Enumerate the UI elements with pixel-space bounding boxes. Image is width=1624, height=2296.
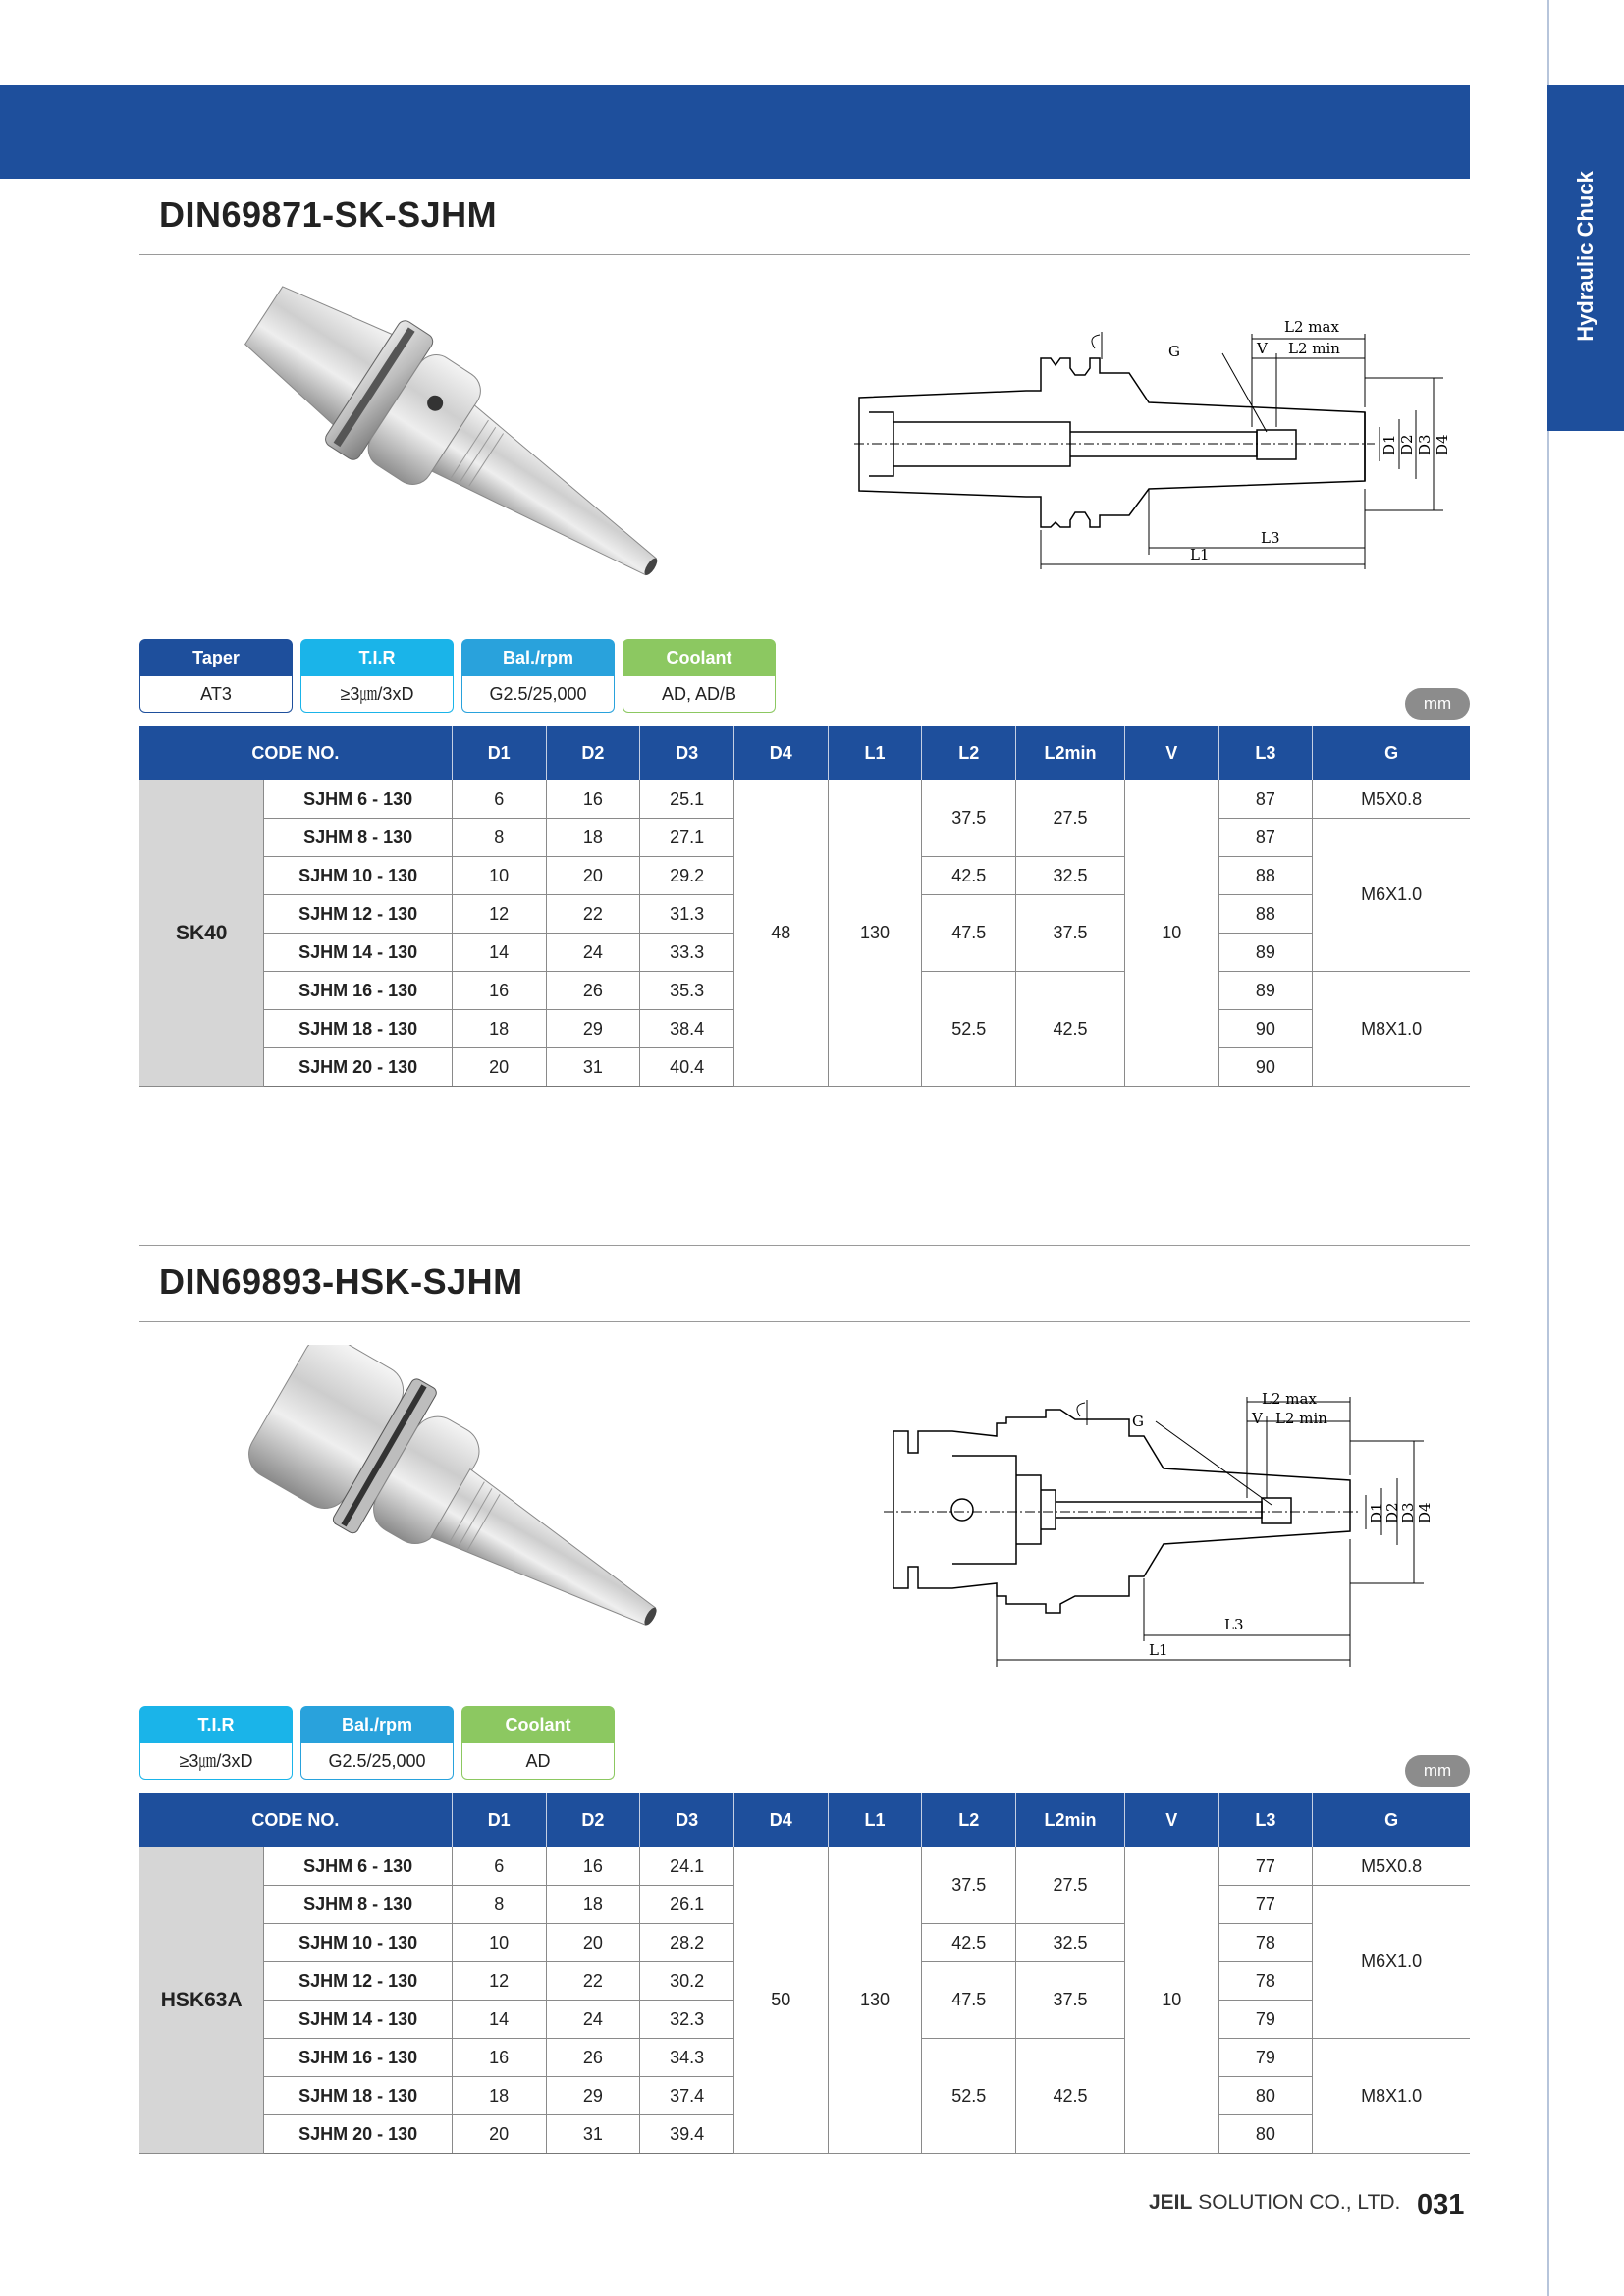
product-image-hsk xyxy=(216,1345,707,1679)
drawing-label-g: G xyxy=(1132,1413,1144,1430)
l2min-cell: 37.5 xyxy=(1016,895,1125,972)
spec-tir-label: T.I.R xyxy=(139,1706,293,1743)
drawing-label-d4: D4 xyxy=(1434,434,1451,455)
l3-cell: 78 xyxy=(1218,1962,1313,2001)
drawing-label-v: V xyxy=(1257,340,1268,357)
spec-balance-value: G2.5/25,000 xyxy=(300,1743,454,1780)
drawing-label-l2max: L2 max xyxy=(1262,1390,1317,1408)
drawing-label-v: V xyxy=(1252,1410,1263,1427)
col-g: G xyxy=(1313,1793,1470,1847)
d1-cell: 10 xyxy=(452,857,546,895)
code-cell: SJHM 16 - 130 xyxy=(264,2039,452,2077)
col-v: V xyxy=(1124,726,1218,780)
g-cell: M8X1.0 xyxy=(1313,972,1470,1087)
product-image-sk xyxy=(196,277,727,611)
drawing-label-d1: D1 xyxy=(1368,1502,1385,1523)
v-cell: 10 xyxy=(1124,1847,1218,2154)
l1-cell: 130 xyxy=(828,1847,922,2154)
spec-coolant xyxy=(461,1706,615,1780)
l2-cell: 47.5 xyxy=(922,895,1016,972)
drawing-label-l2max: L2 max xyxy=(1284,318,1339,336)
l1-cell: 130 xyxy=(828,780,922,1087)
d2-cell: 16 xyxy=(546,780,640,819)
d1-cell: 6 xyxy=(452,780,546,819)
drawing-label-d2: D2 xyxy=(1383,1502,1401,1523)
l2-cell: 42.5 xyxy=(922,1924,1016,1962)
d2-cell: 29 xyxy=(546,2077,640,2115)
l2-cell: 47.5 xyxy=(922,1962,1016,2039)
technical-drawing-hsk xyxy=(879,1382,1478,1667)
l2min-cell: 27.5 xyxy=(1016,780,1125,857)
l2min-cell: 32.5 xyxy=(1016,857,1125,895)
d1-cell: 16 xyxy=(452,2039,546,2077)
page-number: 031 xyxy=(1417,2189,1465,2220)
spec-tir xyxy=(300,639,454,713)
spec-badges xyxy=(139,639,776,713)
g-cell: M5X0.8 xyxy=(1313,1847,1470,1886)
spec-taper-label: Taper xyxy=(139,639,293,676)
col-d3: D3 xyxy=(640,1793,734,1847)
drawing-label-l2min: L2 min xyxy=(1275,1410,1327,1427)
spec-tir-value: ≥3㎛/3xD xyxy=(139,1743,293,1780)
l2-cell: 37.5 xyxy=(922,1847,1016,1924)
d1-cell: 12 xyxy=(452,895,546,934)
d1-cell: 16 xyxy=(452,972,546,1010)
d1-cell: 14 xyxy=(452,934,546,972)
l3-cell: 87 xyxy=(1218,819,1313,857)
spec-tir-label: T.I.R xyxy=(300,639,454,676)
l3-cell: 90 xyxy=(1218,1010,1313,1048)
spec-table-sk xyxy=(139,726,1470,1087)
l3-cell: 88 xyxy=(1218,895,1313,934)
d3-cell: 29.2 xyxy=(640,857,734,895)
table-header-row xyxy=(139,1793,1470,1847)
g-cell: M8X1.0 xyxy=(1313,2039,1470,2154)
d1-cell: 6 xyxy=(452,1847,546,1886)
d1-cell: 10 xyxy=(452,1924,546,1962)
spec-coolant-value: AD, AD/B xyxy=(623,676,776,713)
spec-balance-value: G2.5/25,000 xyxy=(461,676,615,713)
col-l1: L1 xyxy=(828,726,922,780)
l2-cell: 52.5 xyxy=(922,972,1016,1087)
code-cell: SJHM 20 - 130 xyxy=(264,2115,452,2154)
col-d4: D4 xyxy=(733,1793,828,1847)
code-cell: SJHM 8 - 130 xyxy=(264,819,452,857)
col-d1: D1 xyxy=(452,726,546,780)
drawing-label-g: G xyxy=(1168,343,1180,360)
d3-cell: 33.3 xyxy=(640,934,734,972)
col-g: G xyxy=(1313,726,1470,780)
l2min-cell: 42.5 xyxy=(1016,972,1125,1087)
table-row xyxy=(139,1847,1470,1886)
d1-cell: 8 xyxy=(452,819,546,857)
d3-cell: 34.3 xyxy=(640,2039,734,2077)
d3-cell: 40.4 xyxy=(640,1048,734,1087)
l3-cell: 80 xyxy=(1218,2077,1313,2115)
d2-cell: 22 xyxy=(546,895,640,934)
code-cell: SJHM 14 - 130 xyxy=(264,2001,452,2039)
d3-cell: 35.3 xyxy=(640,972,734,1010)
d1-cell: 12 xyxy=(452,1962,546,2001)
spec-balance xyxy=(461,639,615,713)
l3-cell: 87 xyxy=(1218,780,1313,819)
spec-coolant-label: Coolant xyxy=(623,639,776,676)
table-row xyxy=(139,780,1470,819)
d2-cell: 18 xyxy=(546,1886,640,1924)
d2-cell: 31 xyxy=(546,2115,640,2154)
d2-cell: 22 xyxy=(546,1962,640,2001)
spec-tir xyxy=(139,1706,293,1780)
l3-cell: 77 xyxy=(1218,1847,1313,1886)
code-cell: SJHM 18 - 130 xyxy=(264,2077,452,2115)
col-l3: L3 xyxy=(1218,726,1313,780)
spec-coolant xyxy=(623,639,776,713)
drawing-label-l1: L1 xyxy=(1190,546,1210,563)
code-cell: SJHM 10 - 130 xyxy=(264,857,452,895)
code-cell: SJHM 12 - 130 xyxy=(264,895,452,934)
d2-cell: 24 xyxy=(546,2001,640,2039)
l3-cell: 78 xyxy=(1218,1924,1313,1962)
l2min-cell: 32.5 xyxy=(1016,1924,1125,1962)
col-d3: D3 xyxy=(640,726,734,780)
d3-cell: 25.1 xyxy=(640,780,734,819)
d2-cell: 24 xyxy=(546,934,640,972)
col-code: CODE NO. xyxy=(139,726,452,780)
d3-cell: 38.4 xyxy=(640,1010,734,1048)
l2min-cell: 27.5 xyxy=(1016,1847,1125,1924)
d3-cell: 26.1 xyxy=(640,1886,734,1924)
d3-cell: 28.2 xyxy=(640,1924,734,1962)
code-cell: SJHM 18 - 130 xyxy=(264,1010,452,1048)
d3-cell: 27.1 xyxy=(640,819,734,857)
l2min-cell: 42.5 xyxy=(1016,2039,1125,2154)
drawing-label-d3: D3 xyxy=(1399,1502,1417,1523)
code-cell: SJHM 12 - 130 xyxy=(264,1962,452,2001)
d2-cell: 16 xyxy=(546,1847,640,1886)
d3-cell: 39.4 xyxy=(640,2115,734,2154)
title-rule xyxy=(139,1321,1470,1322)
section-top-rule xyxy=(139,1245,1470,1246)
group-cell: SK40 xyxy=(139,780,264,1087)
l3-cell: 90 xyxy=(1218,1048,1313,1087)
spec-table-hsk xyxy=(139,1793,1470,2154)
g-cell: M5X0.8 xyxy=(1313,780,1470,819)
code-cell: SJHM 16 - 130 xyxy=(264,972,452,1010)
header-band xyxy=(0,85,1470,179)
col-d1: D1 xyxy=(452,1793,546,1847)
code-cell: SJHM 14 - 130 xyxy=(264,934,452,972)
g-cell: M6X1.0 xyxy=(1313,819,1470,972)
drawing-label-l3: L3 xyxy=(1224,1616,1244,1633)
technical-drawing-sk xyxy=(844,314,1473,574)
spec-balance-label: Bal./rpm xyxy=(300,1706,454,1743)
spec-tir-value: ≥3㎛/3xD xyxy=(300,676,454,713)
section-title: DIN69893-HSK-SJHM xyxy=(159,1261,523,1302)
d3-cell: 31.3 xyxy=(640,895,734,934)
col-l1: L1 xyxy=(828,1793,922,1847)
g-cell: M6X1.0 xyxy=(1313,1886,1470,2039)
footer-company xyxy=(1149,2191,1400,2215)
group-cell: HSK63A xyxy=(139,1847,264,2154)
code-cell: SJHM 20 - 130 xyxy=(264,1048,452,1087)
d2-cell: 20 xyxy=(546,857,640,895)
l3-cell: 79 xyxy=(1218,2001,1313,2039)
code-cell: SJHM 10 - 130 xyxy=(264,1924,452,1962)
d2-cell: 20 xyxy=(546,1924,640,1962)
spec-coolant-value: AD xyxy=(461,1743,615,1780)
drawing-label-l3: L3 xyxy=(1261,529,1280,547)
d2-cell: 29 xyxy=(546,1010,640,1048)
l3-cell: 77 xyxy=(1218,1886,1313,1924)
spec-taper-value: AT3 xyxy=(139,676,293,713)
drawing-label-l1: L1 xyxy=(1149,1641,1168,1659)
col-l2min: L2min xyxy=(1016,726,1125,780)
col-l3: L3 xyxy=(1218,1793,1313,1847)
drawing-label-d3: D3 xyxy=(1416,434,1434,455)
l2-cell: 52.5 xyxy=(922,2039,1016,2154)
spec-badges xyxy=(139,1706,615,1780)
l2-cell: 37.5 xyxy=(922,780,1016,857)
col-d2: D2 xyxy=(546,726,640,780)
d1-cell: 8 xyxy=(452,1886,546,1924)
l2-cell: 42.5 xyxy=(922,857,1016,895)
drawing-label-d4: D4 xyxy=(1416,1502,1434,1523)
l3-cell: 79 xyxy=(1218,2039,1313,2077)
drawing-label-l2min: L2 min xyxy=(1288,340,1340,357)
col-l2min: L2min xyxy=(1016,1793,1125,1847)
l3-cell: 88 xyxy=(1218,857,1313,895)
side-tab-label: Hydraulic Chuck xyxy=(1573,171,1597,342)
v-cell: 10 xyxy=(1124,780,1218,1087)
l3-cell: 89 xyxy=(1218,934,1313,972)
d2-cell: 31 xyxy=(546,1048,640,1087)
col-l2: L2 xyxy=(922,1793,1016,1847)
l2min-cell: 37.5 xyxy=(1016,1962,1125,2039)
d2-cell: 26 xyxy=(546,2039,640,2077)
section-title: DIN69871-SK-SJHM xyxy=(159,194,498,235)
col-d4: D4 xyxy=(733,726,828,780)
col-code: CODE NO. xyxy=(139,1793,452,1847)
code-cell: SJHM 8 - 130 xyxy=(264,1886,452,1924)
spec-balance xyxy=(300,1706,454,1780)
spec-balance-label: Bal./rpm xyxy=(461,639,615,676)
spec-coolant-label: Coolant xyxy=(461,1706,615,1743)
col-v: V xyxy=(1124,1793,1218,1847)
drawing-label-d1: D1 xyxy=(1380,434,1398,455)
d4-cell: 50 xyxy=(733,1847,828,2154)
col-l2: L2 xyxy=(922,726,1016,780)
l3-cell: 80 xyxy=(1218,2115,1313,2154)
code-cell: SJHM 6 - 130 xyxy=(264,1847,452,1886)
d1-cell: 14 xyxy=(452,2001,546,2039)
drawing-label-d2: D2 xyxy=(1398,434,1416,455)
d2-cell: 26 xyxy=(546,972,640,1010)
side-tab[interactable] xyxy=(1547,85,1624,431)
d3-cell: 24.1 xyxy=(640,1847,734,1886)
footer-company-name: SOLUTION CO., LTD. xyxy=(1192,2191,1401,2214)
footer-brand: JEIL xyxy=(1149,2191,1193,2214)
d1-cell: 20 xyxy=(452,1048,546,1087)
d3-cell: 37.4 xyxy=(640,2077,734,2115)
d3-cell: 32.3 xyxy=(640,2001,734,2039)
unit-badge: mm xyxy=(1405,688,1470,720)
d2-cell: 18 xyxy=(546,819,640,857)
d4-cell: 48 xyxy=(733,780,828,1087)
title-rule xyxy=(139,254,1470,255)
table-header-row xyxy=(139,726,1470,780)
code-cell: SJHM 6 - 130 xyxy=(264,780,452,819)
d1-cell: 18 xyxy=(452,2077,546,2115)
d1-cell: 20 xyxy=(452,2115,546,2154)
l3-cell: 89 xyxy=(1218,972,1313,1010)
d1-cell: 18 xyxy=(452,1010,546,1048)
col-d2: D2 xyxy=(546,1793,640,1847)
unit-badge: mm xyxy=(1405,1755,1470,1787)
d3-cell: 30.2 xyxy=(640,1962,734,2001)
spec-taper xyxy=(139,639,293,713)
